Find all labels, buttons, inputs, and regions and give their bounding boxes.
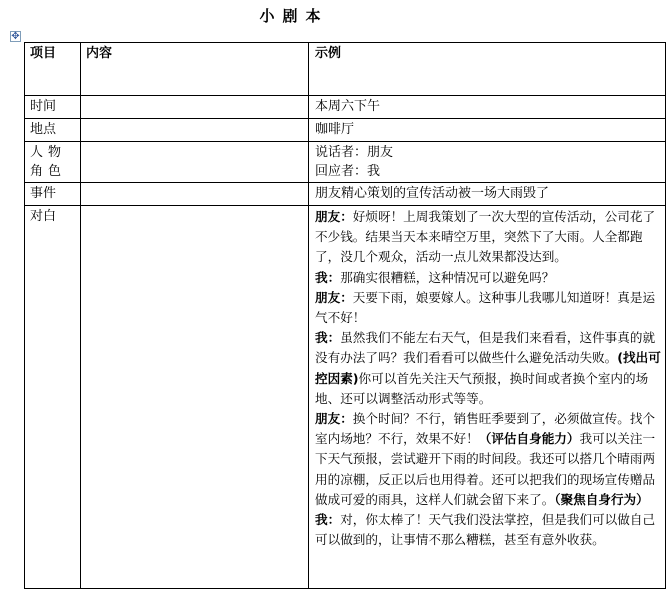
example-line: 说话者：朋友 <box>315 145 394 160</box>
dialogue-text: 天要下雨，娘要嫁人。这种事儿我哪儿知道呀！真是运气不好！ <box>315 289 656 326</box>
document-title: 小剧本 <box>259 7 329 25</box>
table-row-time <box>25 96 666 119</box>
row-example <box>309 142 666 183</box>
annotation-tag: (找出可控因素) <box>315 350 661 386</box>
row-label: 事件 <box>25 183 81 206</box>
row-content-cell[interactable] <box>81 96 309 119</box>
annotation-tag: （聚焦自身行为） <box>554 491 649 507</box>
dialogue-line <box>315 328 663 409</box>
table-row-event <box>25 183 666 206</box>
dialogue-text: 你可以首先关注天气预报，换时间或者换个室内的场地、还可以调整活动形式等等。 <box>315 370 649 406</box>
speaker-label: 朋友： <box>315 209 353 224</box>
row-example: 朋友精心策划的宣传活动被一场大雨毁了 <box>309 183 666 206</box>
table-row-dialogue <box>25 206 666 589</box>
row-content-cell[interactable] <box>81 183 309 206</box>
row-content-cell[interactable] <box>81 142 309 183</box>
dialogue-text: 我可以关注一下天气预报，尝试避开下雨的时间段。我还可以搭几个晴雨两用的凉棚，反正以后也用得着。还可以把我们的现场宣传赠品做成可爱的雨具，这样人们就会留下来了。 <box>315 431 656 507</box>
row-label <box>25 142 81 183</box>
table-row-roles <box>25 142 666 183</box>
script-table <box>24 42 666 589</box>
row-label: 时间 <box>25 96 81 119</box>
dialogue-example <box>309 206 666 589</box>
dialogue-text: 虽然我们不能左右天气，但是我们来看看，这件事真的就没有办法了吗？我们看看可以做些什么避免活动失败。 <box>315 330 656 366</box>
dialogue-line <box>315 268 663 288</box>
dialogue-line <box>315 288 663 328</box>
table-row-place <box>25 119 666 142</box>
row-label-line: 角色 <box>30 164 67 179</box>
table-move-handle-icon[interactable]: ✥ <box>11 31 20 42</box>
example-line: 回应者：我 <box>315 164 381 179</box>
speaker-label: 朋友： <box>315 411 353 427</box>
dialogue-text: 好烦呀！上周我策划了一次大型的宣传活动，公司花了不少钱。结果当天本来晴空万里，突然下了大雨。人全都跑了，没几个观众，活动一点儿效果都没达到。 <box>315 209 656 265</box>
dialogue-line <box>315 207 663 268</box>
row-label: 地点 <box>25 119 81 142</box>
speaker-label: 我： <box>315 269 341 285</box>
annotation-tag: （评估自身能力） <box>478 431 580 447</box>
row-example: 本周六下午 <box>309 96 666 119</box>
header-example: 示例 <box>309 43 666 96</box>
dialogue-line <box>315 510 663 550</box>
dialogue-text: 对，你太棒了！天气我们没法掌控，但是我们可以做自己可以做到的，让事情不那么糟糕，甚至有意外收获。 <box>315 512 656 548</box>
speaker-label: 我： <box>315 330 341 346</box>
row-content-cell[interactable] <box>81 119 309 142</box>
header-content: 内容 <box>81 43 309 96</box>
dialogue-text: 换个时间？不行，销售旺季要到了，必须做宣传。找个室内场地？不行，效果不好！ <box>315 411 656 447</box>
header-item: 项目 <box>25 43 81 96</box>
speaker-label: 朋友： <box>315 289 353 305</box>
row-example: 咖啡厅 <box>309 119 666 142</box>
speaker-label: 我： <box>315 512 341 528</box>
row-label-line: 人物 <box>30 145 67 160</box>
dialogue-line <box>315 409 663 510</box>
table-header-row <box>25 43 666 96</box>
row-content-cell[interactable] <box>81 206 309 589</box>
dialogue-text: 那确实很糟糕，这种情况可以避免吗？ <box>340 269 555 285</box>
row-label: 对白 <box>25 206 81 589</box>
